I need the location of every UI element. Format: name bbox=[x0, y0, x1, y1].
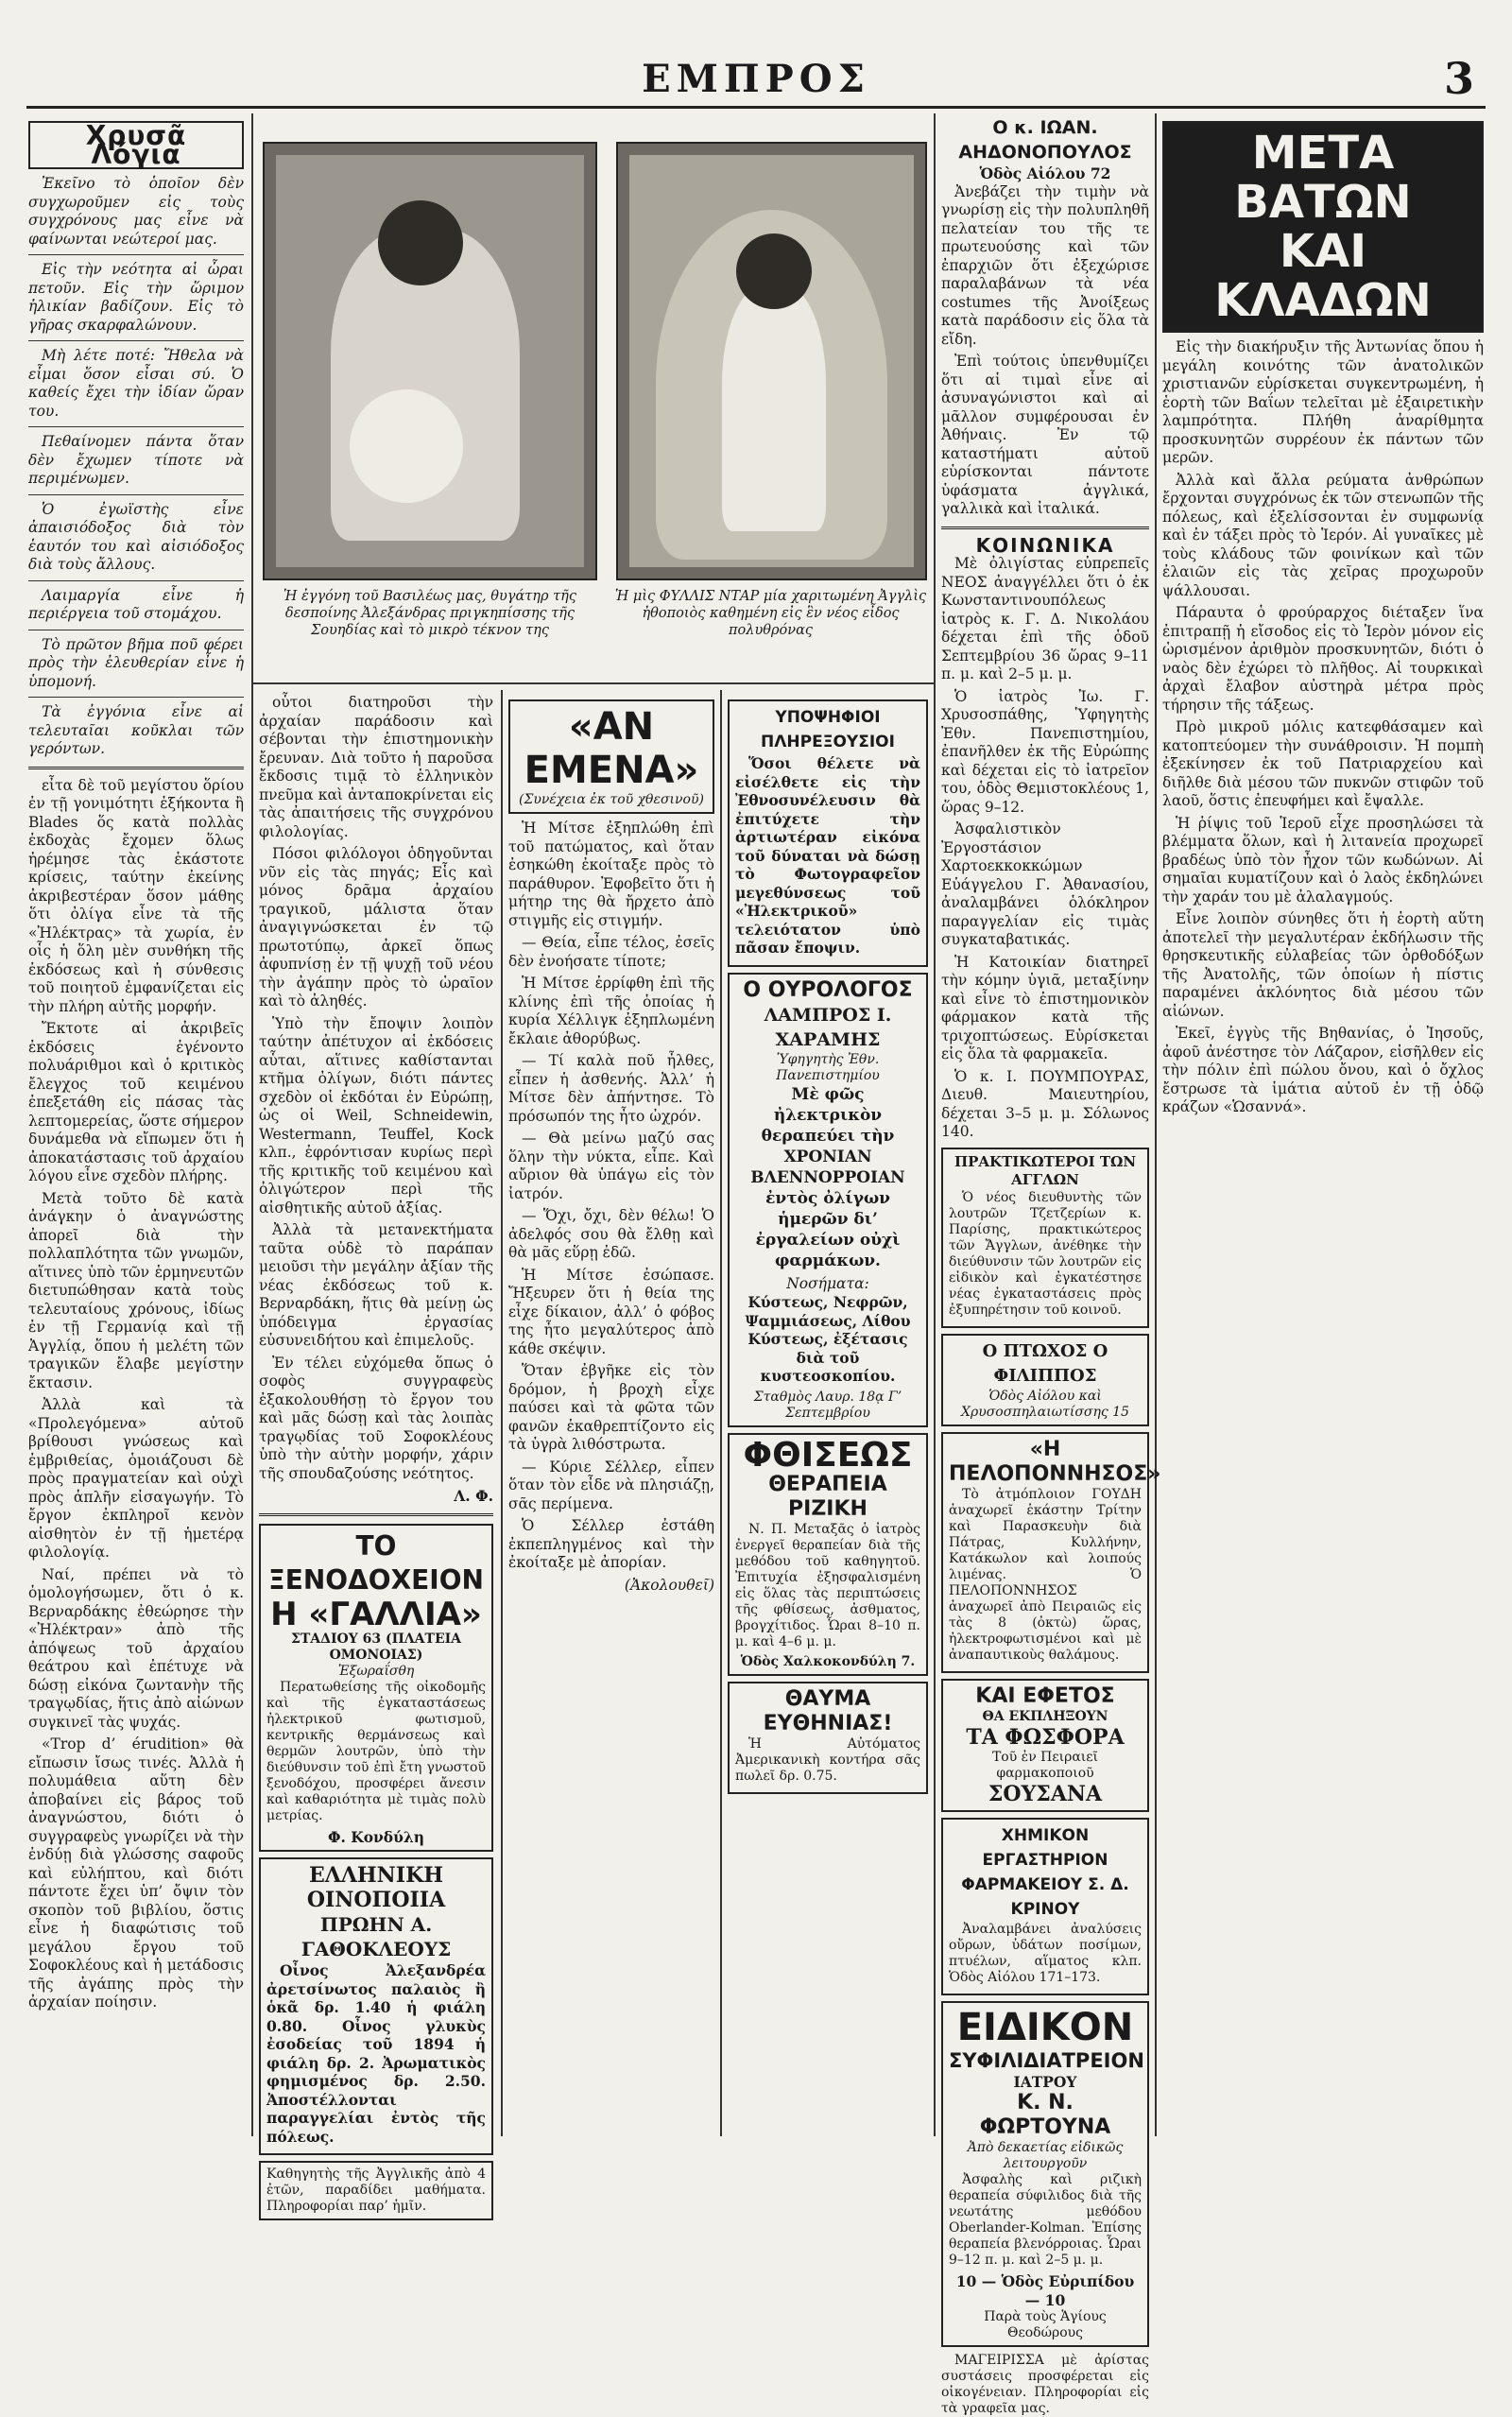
serial-paragraph: — Θὰ μείνω μαζύ σας ὅλην τὴν νύκτα, εἶπε. Καὶ αὔριον θὰ ὑπάγω εἰς τὸν ἰατρόν. bbox=[508, 1130, 714, 1202]
urologist-body: Μὲ φῶς ἠλεκτρικὸν θεραπεύει τὴν ΧΡΟΝΙΑΝ ΒΛΕΝΝΟΡΡΟΙΑΝ ἐντὸς ὀλίγων ἡμερῶν δι’ ἐργαλείων οὐχὶ φαρμάκων. bbox=[750, 1084, 905, 1270]
serial-paragraph: — Ὅχι, ὄχι, δὲν θέλω! Ὁ ἀδελφός σου θὰ ἔλθῃ καὶ θὰ μᾶς εὕρῃ ἐδῶ. bbox=[508, 1207, 714, 1261]
peloponnese-title: «Η ΠΕΛΟΠΟΝΝΗΣΟΣ» bbox=[949, 1437, 1161, 1486]
photo-princess bbox=[263, 142, 597, 580]
article-signature: Λ. Φ. bbox=[454, 1487, 493, 1505]
social-item: Ἀσφαλιστικὸν Ἐργοστάσιον Χαρτοεκκοκκώμων Εὐάγγελου Γ. Ἀθανασίου, ἀναλαμβάνει ὁλόκληρον παραγγελίαν εἰς τιμὰς συγκαταβατικάς. bbox=[941, 820, 1149, 948]
wine-body: Οἶνος Ἀλεξανδρέα ἀρετσίνωτος παλαιὸς ἢ ὁκᾶ δρ. 1.40 ἡ φιάλη 0.80. Οἶνος γλυκὺς ἐσοδείας τοῦ 1894 ἡ φιάλη δρ. 2. Ἀρωματικὸς φημισμένος δρ. 2.50. Ἀποστέλλονται παραγγελίαι ἐντὸς τῆς πόλεως. bbox=[266, 1961, 486, 2146]
wonder-body: Ἡ Αὐτόματος Ἀμερικανικὴ κοντήρα σᾶς πωλεῖ δρ. 0.75. bbox=[735, 1735, 920, 1784]
column-4 bbox=[508, 694, 714, 2131]
column-rule-1 bbox=[251, 113, 253, 2136]
aphorism: Μὴ λέτε ποτέ: Ἤθελα νὰ εἶμαι ὅσον εἶσαι σύ. Ὁ καθείς ἔχει τὴν ἰδίαν ὥραν του. bbox=[28, 347, 244, 420]
serial-paragraph: Ἡ Μίτσε ἐρρίφθη ἐπὶ τῆς κλίνης ἐπὶ τῆς ὁποίας ἡ κυρία Χέλλιγκ ἐξηπλωμένη ἔκλαιε ἀθορύβως. bbox=[508, 975, 714, 1047]
syph-name: Κ. Ν. ΦΩΡΤΟΥΝΑ bbox=[979, 2091, 1111, 2139]
social-item: Ὁ ἰατρὸς Ἰω. Γ. Χρυσοσπάθης, Ὑφηγητὴς Ἐθν. Πανεπιστημίου, ἐπανῆλθεν ἐκ τῆς Εὐρώπης καὶ δέχεται εἰς τὸ ἰατρεῖον του, ὁδὸς Θεμιστοκλέους 1, ὥρας 9–12. bbox=[941, 687, 1149, 816]
masthead-title: ΕΜΠΡΟΣ bbox=[642, 57, 870, 101]
wine-ad bbox=[259, 1857, 493, 2155]
article-paragraph: εἶτα δὲ τοῦ μεγίστου ὅρίου ἐν τῇ γονιμότητι ἐξήκοντα ἢ Blades ὅς κατὰ πολλὰς ἐκδοχὰς ἔχομεν ὅλως ἠρέμησε τὰς ἑκάστοτε κρίσεις, ταύτην ἐκείνης ἀκριβεστέραν ὅσον μάθης ὅτι ὀλίγα εἶνε τὰ τῆς «Ἠλέκτρας» τὰ χωρία, ἐν οἷς ἡ ὅλη μὲν συνθήκη τῆς ἐκδόσεως καὶ ἡ σύνθεσις τοῦ ποιητοῦ ἐμφανίζεται εἰς τὴν πλήρη αὐτῆς μορφήν. bbox=[28, 776, 244, 1015]
syph-body: Ἀσφαλὴς καὶ ριζικὴ θεραπεία σύφιλιδος διὰ τῆς νεωτάτης μεθόδου Oberlander-Kolman. Ἐπίσης θεραπεία βλενόρροιας. Ὧραι 9–12 π. μ. καὶ 2–5 μ. μ. bbox=[949, 2172, 1142, 2268]
syph-degree: Ἀπὸ δεκαετίας εἰδικῶς λειτουργοῦν bbox=[967, 2140, 1124, 2171]
column-1 bbox=[28, 115, 244, 2129]
article-paragraph: Ἀλλὰ τὰ μετανεκτήματα ταῦτα οὐδὲ τὸ παράπαν μειοῦσι τὴν μεγάλην ἀξίαν τῆς νέας ἐκδόσεως τοῦ κ. Βερναρδάκη, ἥτις θὰ μείνῃ ὡς ὑπόδειγμα ἐργασίας εὐσυνειδήτου καὶ ἐπιμελοῦς. bbox=[259, 1221, 493, 1349]
syph-near: Παρὰ τοὺς Ἁγίους Θεοδώρους bbox=[984, 2309, 1107, 2340]
urologist-degree: Ὑφηγητὴς Ἐθν. Πανεπιστημίου bbox=[776, 1051, 880, 1083]
urologist-name: ΛΑΜΠΡΟΣ Ι. ΧΑΡΑΜΗΣ bbox=[764, 1004, 892, 1050]
hotel-ad bbox=[259, 1524, 493, 1853]
hotel-header: ΤΟ ΞΕΝΟΔΟΧΕΙΟΝ bbox=[268, 1529, 484, 1596]
palm-paragraph: Ἡ ῥίψις τοῦ Ἱεροῦ εἶχε προσηλώσει τὰ βλέμματα ὅλων, καὶ ἡ λιτανεία προχωρεῖ βραδέως ὑπὸ τὸν ἦχον τῶν κωδώνων. Αἱ σημαῖαι κυματίζουν καὶ ὁ λαὸς ἐκδηλώνει τὴν χαράν του μὲ ἀλαλαγμούς. bbox=[1162, 814, 1484, 906]
palm-paragraph: Εἶνε λοιπὸν σύνηθες ὅτι ἡ ἑορτὴ αὕτη ἀποτελεῖ τὴν μεγαλυτέραν ἐκδήλωσιν τῆς θρησκευτικῆς εὐλαβείας τῶν ὀρθοδόξων τῆς Ἀνατολῆς, τῶν ὁποίων ἡ πίστις παραμένει ἀκλόνητος διὰ μέσου τῶν αἰώνων. bbox=[1162, 910, 1484, 1020]
hotel-signature: Φ. Κονδύλη bbox=[327, 1827, 425, 1846]
article-paragraph: «Trop d’ érudition» θὰ εἴπωσιν ἴσως τινές. Ἀλλὰ ἡ πολυμάθεια αὕτη δὲν ἀποβαίνει εἰς βάρος τοῦ ἀναγνώστου, διότι ὁ συγγραφεὺς γνωρίζει νὰ τὴν ἐνδύῃ διὰ γλώσσης σαφοῦς καὶ εὐλήπτου, καὶ διότι πάντοτε ἔχει ὑπ’ ὄψιν τὸν σκοπὸν τοῦ βιβλίου, ὅστις εἶνε ἡ διαφώτισις τοῦ μεγάλου ἔργου τοῦ Σοφοκλέους καὶ ἡ μετάδοσις τῆς ἀγάπης πρὸς τὴν ἀρχαίαν ποίησιν. bbox=[28, 1735, 244, 2011]
article-paragraph: οὗτοι διατηροῦσι τὴν ἀρχαίαν παράδοσιν καὶ σέβονται τὴν ἐπιστημονικὴν ἔρευναν. Διὰ τοῦτο ἡ παροῦσα ἔκδοσις τιμᾷ τὸ ἑλληνικὸν πνεῦμα καὶ ἀνταποκρίνεται εἰς τὰς ἀπαιτήσεις τῆς συγχρόνου φιλολογίας. bbox=[259, 694, 493, 840]
article-paragraph: Ναί, πρέπει νὰ τὸ ὁμολογήσωμεν, ὅτι ὁ κ. Βερναρδάκης ἐθεώρησε τὴν «Ἠλέκτραν» ἀπὸ τῆς ἀπόψεως τοῦ ἀρχαίου θεάτρου καὶ ἐπέτυχε νὰ δώσῃ εἰκόνα ζωντανὴν τῆς τραγῳδίας, ἥτις ἀπὸ αἰώνων συγκινεῖ τὰς ψυχάς. bbox=[28, 1565, 244, 1731]
urologist-title: Ο ΟΥΡΟΛΟΓΟΣ bbox=[743, 977, 913, 1002]
chem-name: ΦΑΡΜΑΚΕΙΟΥ Σ. Δ. ΚΡΙΝΟΥ bbox=[961, 1874, 1129, 1919]
column-rule-2 bbox=[501, 690, 503, 2136]
practical-title: ΠΡΑΚΤΙΚΩΤΕΡΟΙ ΤΩΝ ΑΓΓΛΩΝ bbox=[954, 1152, 1137, 1188]
column-rule-3 bbox=[720, 690, 722, 2136]
page-number: 3 bbox=[1443, 53, 1474, 104]
philip-title: Ο ΠΤΩΧΟΣ Ο ΦΙΛΙΠΠΟΣ bbox=[982, 1340, 1108, 1386]
column-rule-4 bbox=[934, 113, 936, 2136]
urologist-address: Σταθμὸς Λαυρ. 18ᾳ Γ’ Σεπτεμβρίου bbox=[753, 1389, 902, 1421]
chem-title: ΧΗΜΙΚΟΝ ΕΡΓΑΣΤΗΡΙΟΝ bbox=[982, 1825, 1108, 1870]
column-3 bbox=[259, 694, 493, 2214]
phthisis-subtitle: ΘΕΡΑΠΕΙΑ ΡΙΖΙΚΗ bbox=[768, 1472, 887, 1521]
serial-subtitle: (Συνέχεια ἐκ τοῦ χθεσινοῦ) bbox=[519, 792, 704, 807]
serial-paragraph: Ὁ Σέλλερ ἐστάθη ἐκπεπληγμένος καὶ τὴν ἐκοίταξε μὲ ἀπορίαν. bbox=[508, 1517, 714, 1571]
article-paragraph: Ἔκτοτε αἱ ἀκριβεῖς ἐκδόσεις ἐγένοντο πολυάριθμοι καὶ ὁ κριτικὸς ἔλεγχος τοῦ κειμένου ἐπεξετάθη εἰς πάσας τὰς λεπτομερείας, ὥστε σήμερον δυνάμεθα νὰ εἴπωμεν ὅτι ἡ ἀποκατάστασις τοῦ ἀρχαίου λόγου εἶνε σχεδὸν πλήρης. bbox=[28, 1020, 244, 1184]
aphorism: Τὸ πρῶτον βῆμα ποῦ φέρει πρὸς τὴν ἐλευθερίαν εἶνε ἡ ὑπομονή. bbox=[28, 635, 244, 690]
practical-body: Ὁ νέος διευθυντὴς τῶν λουτρῶν Τζετζερίων κ. Παρίσης, πρακτικώτερος τῶν Ἄγγλων, ἀνέθηκε τὴν διεύθυνσιν τῶν λουτρῶν εἰς εἰδικὸν καὶ ἐγκατέστησε νέας ἐγκαταστάσεις πρὸς ἐξυπηρέτησιν τοῦ κοινοῦ. bbox=[949, 1189, 1142, 1318]
palm-title-top: ΜΕΤΑ ΒΑΤΩΝ bbox=[1234, 127, 1412, 229]
cook-ad: ΜΑΓΕΙΡΙΣΣΑ μὲ ἀρίστας συστάσεις προσφέρεται εἰς οἰκογένειαν. Πληροφορίαι εἰς τὰ γραφεῖα μας. bbox=[941, 2353, 1149, 2416]
hotel-body: Περατωθείσης τῆς οἰκοδομῆς καὶ τῆς ἐγκαταστάσεως ἠλεκτρικοῦ φωτισμοῦ, κεντρικῆς θερμάνσεως καὶ θερμῶν λουτρῶν, ὑπὸ τὴν διεύθυνσιν τοῦ ἐπὶ ἔτη γνωστοῦ ξενοδόχου, προσφέρει ἄνεσιν καὶ καθαριότητα μὲ τιμὰς πολὺ μετρίας. bbox=[266, 1679, 486, 1823]
wine-name: ΠΡΩΗΝ Α. ΓΑΘΟΚΛΕΟΥΣ bbox=[301, 1913, 452, 1960]
serial-paragraph: Ὅταν ἐβγῆκε εἰς τὸν δρόμον, ἡ βροχὴ εἶχε παύσει καὶ τὰ φῶτα τῶν φανῶν ἐκαθρεπτίζοντο εἰς τὰ ὑγρὰ λιθόστρωτα. bbox=[508, 1362, 714, 1453]
aphorism: Εἰς τὴν νεότητα αἱ ὧραι πετοῦν. Εἰς τὴν ὥριμον ἡλικίαν βαδίζουν. Εἰς τὸ γῆρας σκαρφαλώνουν. bbox=[28, 261, 244, 334]
palm-paragraph: Πρὸ μικροῦ μόλις κατεφθάσαμεν καὶ κατοπτεύομεν τὴν συνάθροισιν. Ἡ πομπὴ ἐξεκίνησεν ἐκ τοῦ Πατριαρχείου καὶ διῆλθε διὰ μέσου τῶν πυκνῶν στιφῶν τοῦ λαοῦ, ὅστις ἐπευφήμει καὶ ἔψαλλε. bbox=[1162, 718, 1484, 809]
aphorism: Τὰ ἐγγόνια εἶνε αἱ τελευταῖαι κοῦκλαι τῶν γερόντων. bbox=[28, 703, 244, 757]
social-item: Μὲ ὀλιγίστας εὐπρεπεῖς ΝΕΟΣ ἀναγγέλλει ὅτι ὁ ἐκ Κωνσταντινουπόλεως ἰατρὸς κ. Γ. Δ. Νικολάου δέχεται ἐπὶ τῆς ὁδοῦ Σεπτεμβρίου 36 ὥρας 9–11 π. μ. καὶ 2–5 μ. μ. bbox=[941, 555, 1149, 682]
wine-header: ΕΛΛΗΝΙΚΗ ΟΙΝΟΠΟΙΙΑ bbox=[306, 1863, 446, 1912]
chem-body: Ἀναλαμβάνει ἀναλύσεις οὔρων, ὑδάτων ποσίμων, πτυέλων, αἵματος κλπ. Ὁδὸς Αἰόλου 171–173. bbox=[949, 1921, 1142, 1985]
efetos-line: Τοῦ ἐν Πειραιεῖ φαρμακοποιοῦ bbox=[991, 1749, 1099, 1781]
serial-paragraph: Ἡ Μίτσε ἐξηπλώθη ἐπὶ τοῦ πατώματος, καὶ ὅταν ἐσηκώθη ἐκοίταξε πρὸς τὸ παράθυρον. Ἐφοβεῖτο ὅτι ἡ μήτηρ της θὰ ἤρχετο ἀπὸ στιγμῆς εἰς στιγμήν. bbox=[508, 820, 714, 929]
article-paragraph: Ἐν τέλει εὐχόμεθα ὅπως ὁ σοφὸς συγγραφεὺς ἐξακολουθήσῃ τὸ ἔργον του καὶ μᾶς δώσῃ καὶ τὰς λοιπὰς τραγῳδίας τοῦ Σοφοκλέους ὑπὸ τὴν αὐτὴν μορφήν, χάριν τῆς σπουδαζούσης νεότητος. bbox=[259, 1354, 493, 1482]
peloponnese-body: Τὸ ἀτμόπλοιον ΓΟΥΔΗ ἀναχωρεῖ ἑκάστην Τρίτην καὶ Παρασκευὴν διὰ Πάτρας, Κυλλήνην, Κατάκωλον καὶ λοιπούς λιμένας. Ὁ ΠΕΛΟΠΟΝΝΗΣΟΣ ἀναχωρεῖ ἀπὸ Πειραιῶς εἰς τὰς 8 (ὀκτὼ) ὥρας, ἠλεκτροφωτισμένοι καὶ μὲ ἀναπαυτικοὺς θαλάμους. bbox=[949, 1486, 1142, 1663]
wonder-title: ΘΑΥΜΑ ΕΥΘΗΝΙΑΣ! bbox=[763, 1686, 893, 1735]
phthisis-body: Ν. Π. Μεταξᾶς ὁ ἰατρὸς ἐνεργεῖ θεραπείαν διὰ τῆς μεθόδου τοῦ καθηγητοῦ. Ἐπιτυχία ἐξησφαλισμένη εἰς ὅλας τὰς περιπτώσεις τῆς φθίσεως, ἀσθματος, βρογχίτιδος. Ὧραι 8–10 π. μ. καὶ 4–6 μ. μ. bbox=[735, 1521, 920, 1649]
candidates-body: Ὅσοι θέλετε νὰ εἰσέλθετε εἰς τὴν Ἐθνοσυνέλευσιν θὰ ἐπιτύχετε τὴν ἀρτιωτέραν εἰκόνα τοῦ δύναται νὰ δώσῃ τὸ Φωτογραφεῖον μεγεθύνσεως τοῦ «Ἠλεκτρικοῦ» τελειότατον ὑπὸ πᾶσαν ἔποψιν. bbox=[735, 754, 920, 957]
serial-continued: (Ἀκολουθεῖ) bbox=[624, 1576, 714, 1594]
serial-paragraph: — Κύριε Σέλλερ, εἶπεν ὅταν τὸν εἶδε νὰ πλησιάζῃ, σᾶς περίμενα. bbox=[508, 1458, 714, 1512]
palm-title-box bbox=[1162, 121, 1484, 333]
aphorism: Λαιμαργία εἶνε ἡ περιέργεια τοῦ στομάχου. bbox=[28, 586, 244, 622]
efetos-main: ΤΑ ΦΩΣΦΟΡΑ bbox=[966, 1724, 1125, 1750]
syph-subtitle: ΣΥΦΙΛΙΔΙΑΤΡΕΙΟΝ bbox=[949, 2048, 1144, 2072]
draper-paragraph: Ἐπὶ τούτοις ὑπενθυμίζει ὅτι αἱ τιμαὶ εἶνε αἱ ἀσυναγώνιστοι καὶ αἱ μᾶλλον συμφέρουσαι ἐν Ἀθήναις. Ἐν τῷ καταστήματι αὐτοῦ εὑρίσκονται πάντοτε ὑφάσματα ἀγγλικά, γαλλικὰ καὶ ἰταλικά. bbox=[941, 353, 1149, 517]
photo-bottom-rule bbox=[251, 682, 934, 684]
column-rule-5 bbox=[1155, 113, 1157, 2136]
header-rule bbox=[26, 106, 1486, 109]
article-paragraph: Πόσοι φιλόλογοι ὁδηγοῦνται νῦν εἰς τὰς πηγάς; Εἷς καὶ μόνος δρᾶμα ἀρχαίου τραγικοῦ, μάλιστα ὅταν ἀναγιγνώσκεται ἐν τῷ πρωτοτύπῳ, ἀρκεῖ ὅπως ἀφυπνίσῃ ἐν τῇ ψυχῇ τοῦ νέου τὴν ἀγάπην πρὸς τὸ ὡραῖον καὶ τὸ ἀληθές. bbox=[259, 845, 493, 1010]
hotel-status: Ἐξωραΐσθη bbox=[337, 1663, 415, 1679]
english-teacher-ad: Καθηγητὴς τῆς Ἀγγλικῆς ἀπὸ 4 ἐτῶν, παραδίδει μαθήματα. Πληροφορίαι παρ’ ἡμῖν. bbox=[259, 2161, 493, 2220]
efetos-title: ΚΑΙ ΕΦΕΤΟΣ bbox=[975, 1683, 1115, 1708]
aphorism: Ὁ ἐγωϊστὴς εἶνε ἀπαισιόδοξος διὰ τὸν ἑαυτόν του καὶ αἰσιόδοξος διὰ τοὺς ἄλλους. bbox=[28, 500, 244, 573]
efetos-name: ΣΟΥΣΑΝΑ bbox=[988, 1781, 1103, 1806]
article-paragraph: Μετὰ τοῦτο δὲ κατὰ ἀνάγκην ὁ ἀναγνώστης ἀπορεῖ διὰ τὴν πολλαπλότητα τῶν γνωμῶν, αἵτινες ὑπὸ τῶν ἑρμηνευτῶν διετυπώθησαν κατὰ τοὺς τελευταίους χρόνους, ἰδίως ἐν τῇ Γερμανίᾳ καὶ τῇ Ἀγγλίᾳ, ὅπου ἡ μελέτη τῶν τραγικῶν ἔλαβε μεγίστην ἔκτασιν. bbox=[28, 1189, 244, 1391]
palm-title-bottom: ΚΑΙ ΚΛΑΔΩΝ bbox=[1214, 225, 1432, 327]
serial-title: «ΑΝ ΕΜΕΝΑ» bbox=[524, 705, 699, 792]
column-4b bbox=[728, 694, 928, 2131]
hotel-address: ΣΤΑΔΙΟΥ 63 (ΠΛΑΤΕΙΑ ΟΜΟΝΟΙΑΣ) bbox=[290, 1631, 462, 1663]
candidates-header: ΥΠΟΨΗΦΙΟΙ ΠΛΗΡΕΞΟΥΣΙΟΙ bbox=[761, 708, 895, 751]
palm-paragraph: Πάραυτα ὁ φρούραρχος διέταξεν ἵνα ἐπιτραπῇ ἡ εἴσοδος εἰς τὸ Ἱερὸν μόνον εἰς ὡρισμένον ἀριθμὸν προσκυνητῶν, διότι ὁ ναὸς δὲν ἐχώρει τὸ πλῆθος. Αἱ τουρκικαὶ ἀρχαὶ ἔλαβον αὐστηρὰ μέτρα πρὸς τήρησιν τῆς τάξεως. bbox=[1162, 604, 1484, 714]
aphorism: Πεθαίνομεν πάντα ὅταν δὲν ἔχωμεν τίποτε νὰ περιμένωμεν. bbox=[28, 433, 244, 487]
syph-title: ΕΙΔΙΚΟΝ bbox=[956, 2005, 1134, 2049]
column-5 bbox=[941, 115, 1161, 2416]
syph-doctor-label: ΙΑΤΡΟΥ bbox=[1013, 2072, 1077, 2091]
photo-caption-right: Ἡ μὶς ΦΥΛΛΙΣ ΝΤΑΡ μία χαριτωμένη Ἀγγλὶς ἠθοποιὸς καθημένη εἰς ἓν νέος εἶδος πολυθρόνας bbox=[614, 589, 927, 638]
draper-paragraph: Ἀνεβάζει τὴν τιμὴν νὰ γνωρίσῃ εἰς τὴν πολυπληθῆ πελατείαν του τῆς τε πρωτευούσης καὶ τῶν ἐπαρχιῶν ὅτι ἐξεχώρισε παραλαβάνων τὰ νέα costumes τῆς Ἀνοίξεως κατὰ παράδοσιν εἰς ὅλα τὰ εἴδη. bbox=[941, 182, 1149, 348]
social-title: ΚΟΙΝΩΝΙΚΑ bbox=[975, 533, 1115, 557]
aphorism: Ἐκεῖνο τὸ ὁποῖον δὲν συγχωροῦμεν εἰς τοὺς συγχρόνους μας εἶνε νὰ φαίνωνται νεώτεροί μας. bbox=[28, 175, 244, 248]
draper-address: Ὁδὸς Αἰόλου 72 bbox=[979, 164, 1111, 182]
palm-paragraph: Ἀλλὰ καὶ ἄλλα ρεύματα ἀνθρώπων ἔρχονται συγχρόνως ἐκ τῶν στενωπῶν τῆς πόλεως, καὶ ἐξελίσσονται ἐν συμφωνίᾳ καὶ ἐν τάξει πρὸς τὸ Ἱερόν. Αἱ γυναῖκες μὲ τοὺς κλάδους τῶν φοινίκων καὶ τῶν ἐλαιῶν εἰς τὰς χεῖρας προχωροῦν ψάλλουσαι. bbox=[1162, 471, 1484, 599]
palm-paragraph: Ἐκεῖ, ἐγγὺς τῆς Βηθανίας, ὁ Ἰησοῦς, ἀφοῦ ἀνέστησε τὸν Λάζαρον, εἰσῆλθεν εἰς τὴν πόλιν ἐπὶ πώλου ὄνου, καὶ ὁ ὄχλος ἔστρωσε τὰ ἱμάτια αὐτοῦ ἐν τῇ ὁδῷ κράζων «Ὡσαννά». bbox=[1162, 1025, 1484, 1115]
serial-paragraph: Ἡ Μίτσε ἐσώπασε. Ἤξευρεν ὅτι ἡ θεία της εἶχε δίκαιον, ἀλλ’ ὁ φόβος της ἦτο μεγαλύτερος ἀπὸ κάθε σκέψιν. bbox=[508, 1266, 714, 1357]
section-title-golden-words: Χρυσᾶ Λόγια bbox=[28, 121, 244, 169]
serial-paragraph: — Θεία, εἶπε τέλος, ἐσεῖς δὲν ἐνοήσατε τίποτε; bbox=[508, 934, 714, 970]
article-paragraph: Ἀλλὰ καὶ τὰ «Προλεγόμενα» αὐτοῦ βρίθουσι γνώσεως καὶ ἐμβριθείας, ὁμοιάζουσι δὲ πρὸς πραγματείαν καὶ οὐχὶ πρὸς ἁπλῆν εἰσαγωγήν. Τὸ ἔργον ἐκπληροῖ κενὸν αἰσθητὸν ἐν τῇ ἡμετέρᾳ φιλολογίᾳ. bbox=[28, 1396, 244, 1561]
hotel-name: Η «ΓΑΛΛΙΑ» bbox=[270, 1595, 482, 1633]
column-6 bbox=[1162, 115, 1484, 2129]
urologist-diseases: Κύστεως, Νεφρῶν, Ψαμμιάσεως, Λίθου Κύστεως, ἐξέτασις διὰ τοῦ κυστεοσκοπίου. bbox=[745, 1293, 911, 1385]
syph-address: 10 — Ὁδὸς Εὐριπίδου — 10 bbox=[955, 2272, 1135, 2309]
social-item: Ὁ κ. Ι. ΠΟΥΜΠΟΥΡΑΣ, Διευθ. Μαιευτηρίου, δέχεται 3–5 μ. μ. Σόλωνος 140. bbox=[941, 1067, 1149, 1140]
article-paragraph: Ὑπὸ τὴν ἔποψιν λοιπὸν ταύτην ἀπέτυχον αἱ ἐκδόσεις αὗται, αἵτινες καθίστανται κτῆμα ὀλίγων, διότι πάντες σχεδὸν οἱ ἐκδόται ἐν Εὐρώπῃ, ὡς οἱ Weil, Schneidewin, Westermann, Teuffel, Kock κλπ., ἐφρόντισαν κυρίως περὶ τῆς κριτικῆς τοῦ κειμένου καὶ ὀλιγώτερον περὶ τῆς αἰσθητικῆς αὐτοῦ ἀξίας. bbox=[259, 1014, 493, 1217]
palm-paragraph: Εἰς τὴν διακήρυξιν τῆς Ἀντωνίας ὅπου ἡ μεγάλη κοινότης τῶν ἀνατολικῶν χριστιανῶν εὑρίσκεται συγκεντρωμένη, ἡ ἑορτὴ τῶν Βαΐων τελεῖται μὲ ἐξαιρετικὴν λαμπρότητα. Πλήθη ἀναρίθμητα προσκυνητῶν συρρέουν ἐκ πάντων τῶν μερῶν. bbox=[1162, 338, 1484, 466]
phthisis-footer: Ὁδὸς Χαλκοκονδύλη 7. bbox=[740, 1653, 916, 1669]
philip-address: Ὁδὸς Αἰόλου καὶ Χρυσοσπηλαιωτίσσης 15 bbox=[961, 1388, 1129, 1420]
efetos-subtitle: ΘΑ ΕΚΠΛΗΞΟΥΝ bbox=[982, 1708, 1108, 1724]
serial-paragraph: — Τί καλὰ ποῦ ἦλθες, εἶπεν ἡ ἀσθενής. Ἀλλ’ ἡ Μίτσε δὲν ἀπήντησε. Τὸ πρόσωπόν της ἦτο ὠχρόν. bbox=[508, 1052, 714, 1125]
phthisis-title: ΦΘΙΣΕΩΣ bbox=[743, 1435, 913, 1475]
social-item: Ἡ Κατοικίαν διατηρεῖ τὴν κόμην ὑγιᾶ, μεταξίνην καὶ εἶνε τὸ ἐπιστημονικὸν φάρμακον κατὰ τῆς τριχοπτώσεως. Εὑρίσκεται εἰς ὅλα τὰ φαρμακεῖα. bbox=[941, 953, 1149, 1062]
urologist-diseases-label: Νοσήματα: bbox=[786, 1274, 869, 1292]
photo-caption-left: Ἡ ἐγγόνη τοῦ Βασιλέως μας, θυγάτηρ τῆς δεσποίνης Ἀλεξάνδρας πριγκηπίσσης τῆς Σουηδίας καὶ τὸ μικρὸ τέκνον της bbox=[284, 589, 576, 638]
photo-actress bbox=[616, 142, 927, 580]
draper-header: Ο κ. ΙΩΑΝ. ΑΗΔΟΝΟΠΟΥΛΟΣ bbox=[958, 117, 1132, 163]
